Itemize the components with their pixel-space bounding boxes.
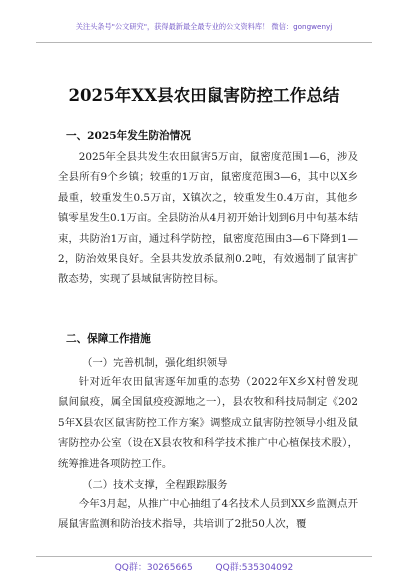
document-title: 2025年XX县农田鼠害防控工作总结 <box>68 85 340 105</box>
section1-heading: 一、2025年发生防治情况 <box>66 130 191 142</box>
section2-subheading-1: （一）完善机制，强化组织领导 <box>82 357 228 369</box>
section2-paragraph-2: 今年3月起，从推广中心抽组了4名技术人员到XX乡监测点开展鼠害监测和防治技术指导，共培训了2批50人次，覆 <box>58 498 358 531</box>
footer <box>0 560 408 573</box>
section2-subheading-2: （二）技术支撑，全程跟踪服务 <box>82 479 228 491</box>
footer-qq-group-1: QQ群：30265665 <box>114 563 193 573</box>
section1-paragraph: 2025年全县共发生农田鼠害5万亩，鼠密度范围1—6，涉及全县所有9个乡镇；较重的1万亩，鼠密度范围3—6，其中以X乡最重，较重发生0.5万亩，X镇次之，较重发生0.4万亩，其他乡镇零星发生0.1万亩。全县防治从4月初开始计划到6月中旬基本结束，共防治1万亩，通过科学防控，鼠密度范围由3—6下降到1—2，防治效果良好。全县共发放杀鼠剂0.2吨，有效遏制了鼠害扩散态势，实现了县域鼠害防控目标。 <box>58 151 358 286</box>
header-banner: 关注头条号"公文研究"，获得最新最全最专业的公文资料库！ 微信：gongwenyj <box>75 22 333 31</box>
footer-qq-group-2: QQ群:535304092 <box>215 563 294 573</box>
section2-paragraph-1: 针对近年农田鼠害逐年加重的态势（2022年X乡X村曾发现鼠间鼠疫，属全国鼠疫疫源地之一），县农牧和科技局制定《2025年X县农区鼠害防控工作方案》调整成立鼠害防控领导小组及鼠害防控办公室（设在X县农牧和科学技术推广中心植保技术股），统筹推进各项防控工作。 <box>58 376 358 470</box>
footer-divider <box>36 556 372 557</box>
section2-heading: 二、保障工作措施 <box>66 333 151 345</box>
header-divider <box>36 42 372 43</box>
